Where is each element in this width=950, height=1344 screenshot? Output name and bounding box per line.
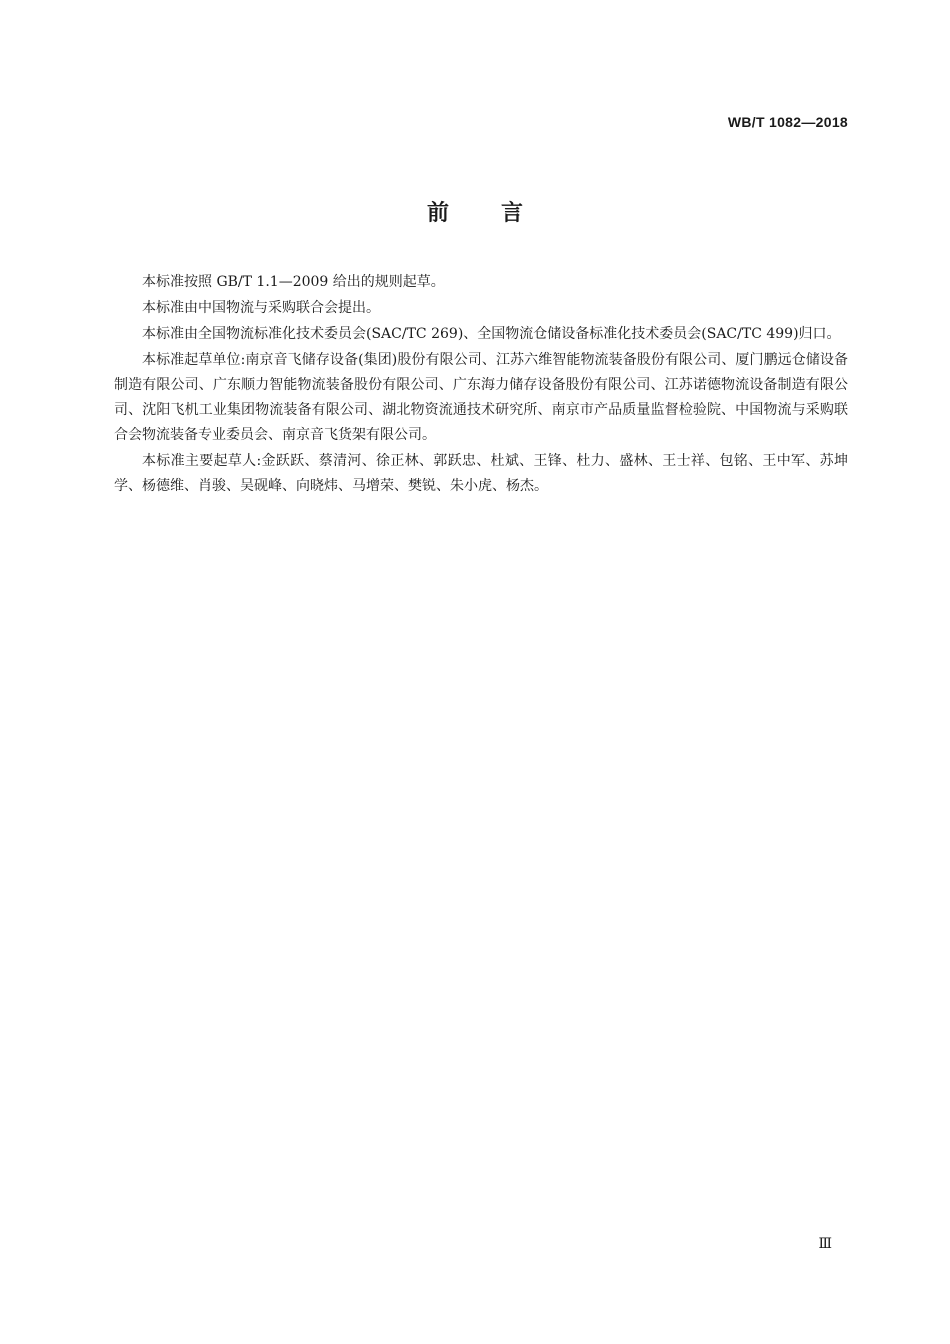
paragraph-drafters: 本标准主要起草人:金跃跃、蔡清河、徐正林、郭跃忠、杜斌、王锋、杜力、盛林、王士祥、包铭、王中军、苏坤学、杨德维、肖骏、吴砚峰、向晓炜、马增荣、樊锐、朱小虎、杨杰。 [114, 453, 848, 494]
title-char-right: 言 [501, 201, 524, 226]
paragraph-drafting-units: 本标准起草单位:南京音飞储存设备(集团)股份有限公司、江苏六维智能物流装备股份有限公司、厦门鹏远仓储设备制造有限公司、广东顺力智能物流装备股份有限公司、广东海力储存设备股份有限公司、江苏诺德物流设备制造有限公司、沈阳飞机工业集团物流装备有限公司、湖北物资流通技术研究所、南京市产品质量监督检验院、中国物流与采购联合会物流装备专业委员会、南京音飞货架有限公司。 [114, 352, 848, 443]
paragraph-proposer: 本标准由中国物流与采购联合会提出。 [142, 300, 380, 316]
paragraph-drafting-rules: 本标准按照 GB/T 1.1—2009 给出的规则起草。 [142, 274, 445, 290]
title-char-left: 前 [426, 201, 449, 226]
paragraph-responsible-committee: 本标准由全国物流标准化技术委员会(SAC/TC 269)、全国物流仓储设备标准化技术委员会(SAC/TC 499)归口。 [142, 326, 841, 342]
standard-code: WB/T 1082—2018 [727, 114, 848, 130]
page-title [0, 196, 950, 227]
page-number: Ⅲ [818, 1236, 832, 1252]
foreword-body [114, 270, 848, 500]
